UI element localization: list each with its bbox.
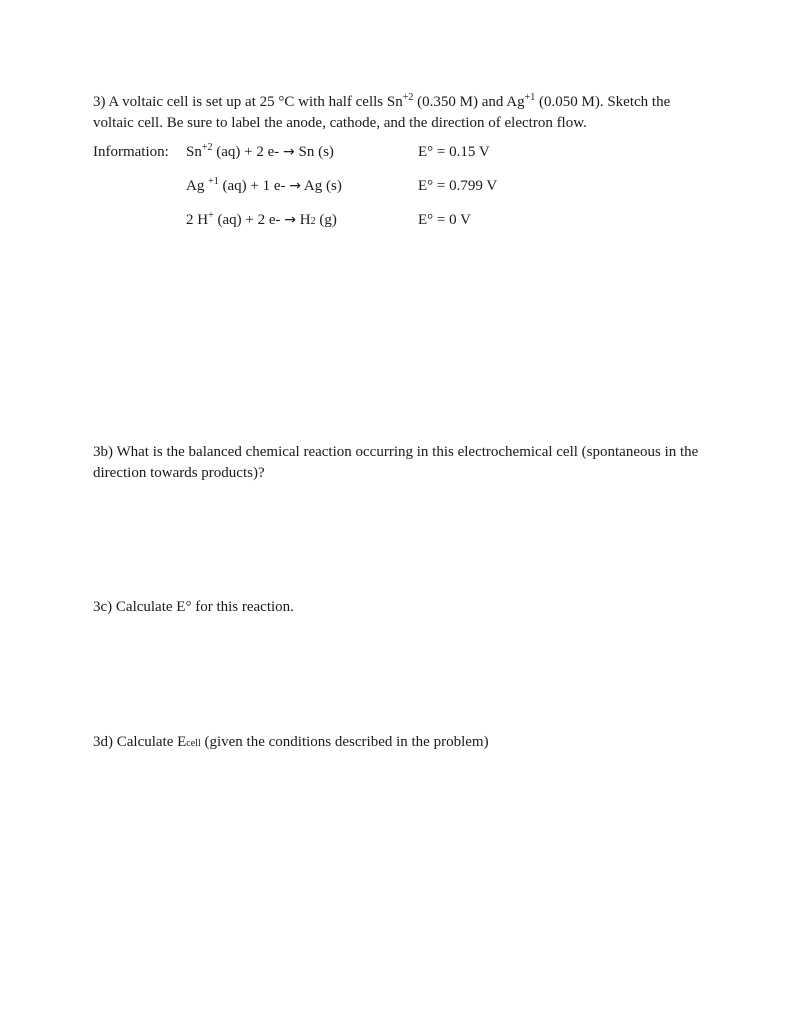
product-prefix: H [295, 212, 311, 228]
half-reaction-tin [186, 142, 334, 162]
reaction-arrow-icon: → [284, 212, 296, 228]
question-3-text [93, 92, 703, 134]
silver-charge: +1 [524, 92, 536, 103]
question-3-part4: (0.050 M). Sketch the voltaic cell. Be sure to label the anode, cathode, and the direction of electron flow. [93, 94, 671, 131]
question-3c-text: 3c) Calculate E° for this reaction. [93, 599, 294, 615]
reactant-species: Sn [186, 144, 202, 160]
reactant-species: 2 H [186, 212, 209, 228]
question-3-part2: with half cells Sn [294, 94, 403, 110]
ecell-subscript: cell [186, 738, 201, 749]
reactant-rest: (aq) + 2 e- [213, 212, 285, 228]
tin-charge: +2 [402, 92, 414, 103]
reactant-charge: + [208, 210, 214, 221]
potential-hydrogen: E° = 0 V [418, 212, 471, 228]
reaction-arrow-icon: → [283, 144, 295, 160]
question-3b-text: 3b) What is the balanced chemical reaction occurring in this electrochemical cell (spontaneous in the direction towards products)? [93, 444, 699, 481]
question-3-part1: 3) A voltaic cell is set up at 25 [93, 94, 279, 110]
half-reaction-hydrogen [186, 210, 337, 230]
product-suffix: (g) [315, 212, 337, 228]
half-reaction-silver [186, 176, 342, 196]
question-3d-text [93, 732, 703, 754]
potential-tin: E° = 0.15 V [418, 144, 490, 160]
reactant-rest: (aq) + 1 e- [218, 178, 290, 194]
reactant-rest: (aq) + 2 e- [212, 144, 283, 160]
question-3d-prefix: 3d) Calculate E [93, 734, 187, 750]
potential-silver: E° = 0.799 V [418, 178, 498, 194]
reactant-charge: +2 [201, 142, 213, 153]
temperature-unit: °C [278, 94, 295, 110]
reactant-species: Ag [186, 178, 209, 194]
question-3d-suffix: (given the conditions described in the problem) [200, 734, 489, 750]
product: Ag (s) [300, 178, 342, 194]
reactant-charge: +1 [208, 176, 219, 187]
question-3-part3: (0.350 M) and Ag [413, 94, 525, 110]
product-subscript: 2 [310, 216, 316, 227]
reaction-arrow-icon: → [289, 178, 301, 194]
product: Sn (s) [294, 144, 334, 160]
information-label: Information: [93, 144, 169, 160]
